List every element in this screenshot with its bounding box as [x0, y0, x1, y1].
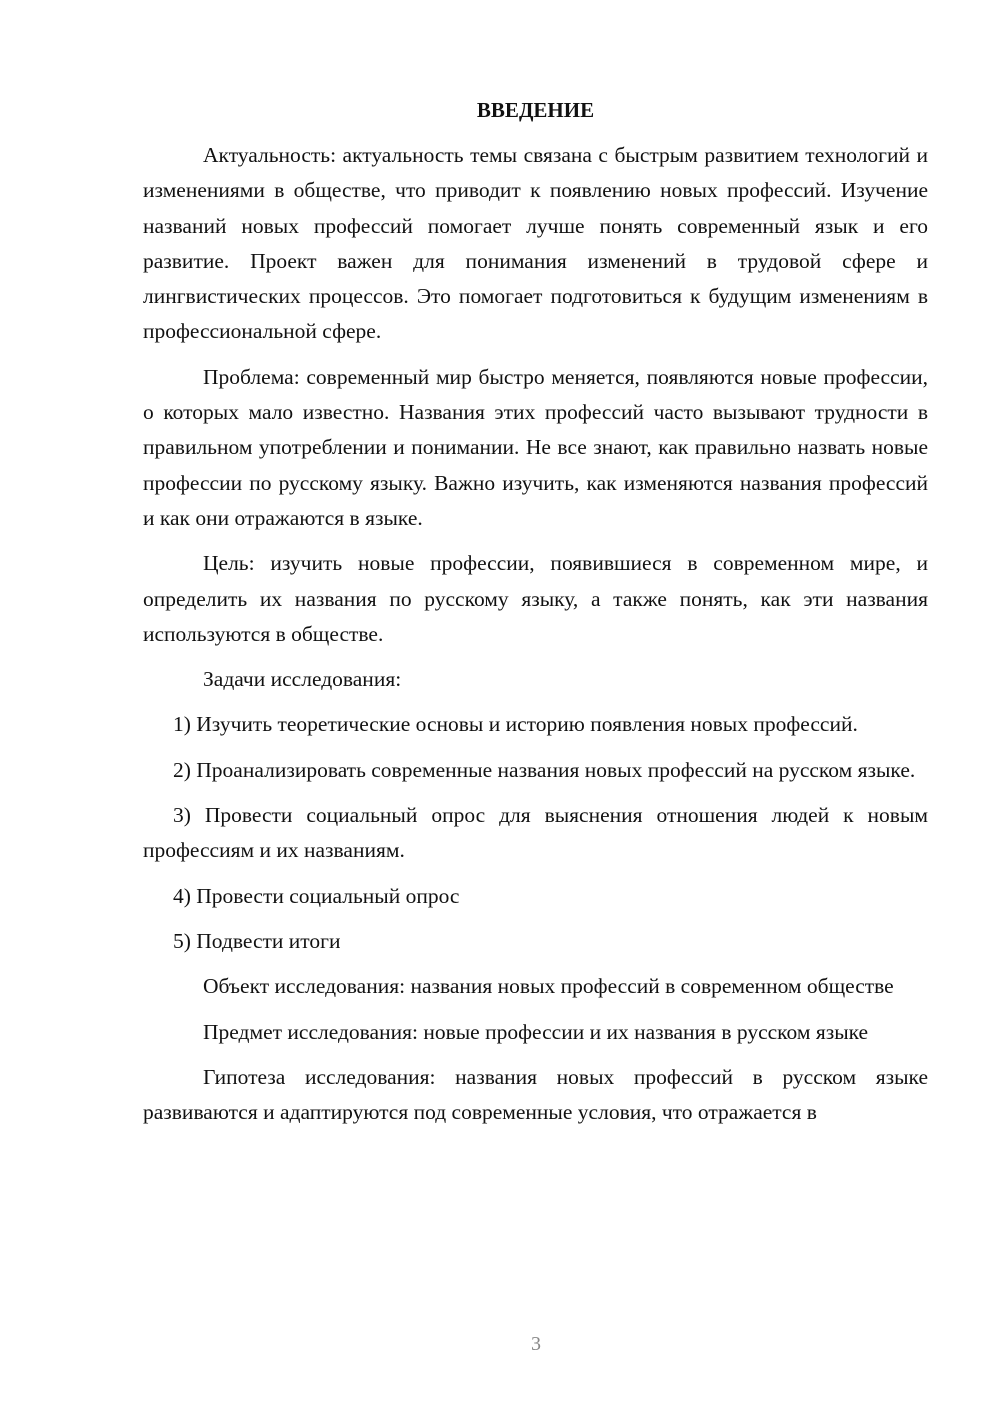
- page-content: [143, 94, 928, 1140]
- task-item-3: 3) Провести социальный опрос для выяснения отношения людей к новым профессиям и их названиям.: [143, 803, 928, 863]
- paragraph-subject: Предмет исследования: новые профессии и их названия в русском языке: [203, 1019, 869, 1044]
- tasks-title: Задачи исследования:: [203, 667, 402, 692]
- paragraph-relevance: Актуальность: актуальность темы связана с быстрым развитием технологий и изменениями в обществе, что приводит к появлению новых профессий. Изучение названий новых профессий помогает лучше понять современный язык и его развитие. Проект важен для понимания изменений в трудовой сфере и лингвистических процессов. Это помогает подготовиться к будущим изменениям в профессиональной сфере.: [143, 143, 928, 344]
- paragraph-object: Объект исследования: названия новых профессий в современном обществе: [203, 974, 894, 999]
- task-item-4: 4) Провести социальный опрос: [173, 883, 460, 908]
- task-item-1: 1) Изучить теоретические основы и историю появления новых профессий.: [173, 712, 858, 737]
- task-item-2: 2) Проанализировать современные названия новых профессий на русском языке.: [173, 757, 916, 782]
- paragraph-problem: Проблема: современный мир быстро меняется, появляются новые профессии, о которых мало известно. Названия этих профессий часто вызывают трудности в правильном употреблении и понимании. Не все знают, как правильно назвать новые профессии по русскому языку. Важно изучить, как изменяются названия профессий и как они отражаются в языке.: [143, 364, 928, 530]
- paragraph-goal: Цель: изучить новые профессии, появившиеся в современном мире, и определить их названия по русскому языку, а также понять, как эти названия используются в обществе.: [143, 551, 928, 646]
- task-item-5: 5) Подвести итоги: [173, 928, 341, 953]
- section-heading: ВВЕДЕНИЕ: [476, 98, 595, 122]
- page-number: 3: [531, 1333, 541, 1355]
- paragraph-hypothesis: Гипотеза исследования: названия новых профессий в русском языке развиваются и адаптируются под современные условия, что отражается в: [143, 1064, 928, 1125]
